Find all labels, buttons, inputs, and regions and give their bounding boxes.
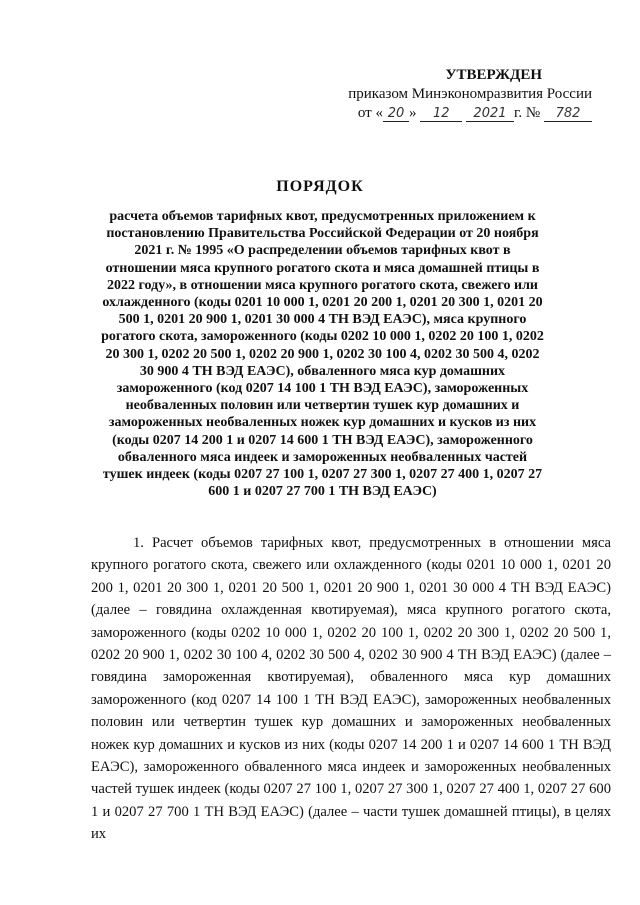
handwritten-month: 12 bbox=[420, 106, 462, 122]
handwritten-day: 20 bbox=[383, 106, 409, 122]
approval-date-line bbox=[332, 104, 592, 123]
body-paragraph: 1. Расчет объемов тарифных квот, предусмотренных в отношении мяса крупного рогатого скота, свежего или охлажденного (коды 0201 10 000 1, 0201 20 200 1, 0201 20 300 1, 0201 20 500 1, 0201 20 900 1, 0201 30 000 4 ТН ВЭД ЕАЭС) (далее – говядина охлажденная квотируемая), мяса крупного рогатого скота, замороженного (коды 0202 10 000 1, 0202 20 100 1, 0202 20 300 1, 0202 20 500 1, 0202 20 900 1, 0202 30 100 4, 0202 30 500 4, 0202 30 900 4 ТН ВЭД ЕАЭС) (далее – говядина замороженная квотируемая), обваленного мяса кур домашних замороженного (код 0207 14 100 1 ТН ВЭД ЕАЭС), замороженных необваленных половин или четвертин тушек кур домашних и замороженных необваленных ножек кур домашних и кусков из них (коды 0207 14 200 1 и 0207 14 600 1 ТН ВЭД ЕАЭС), замороженного обваленного мяса индеек и замороженных необваленных частей тушек индеек (коды 0207 27 100 1, 0207 27 300 1, 0207 27 400 1, 0207 27 600 1 и 0207 27 700 1 ТН ВЭД ЕАЭС) (далее – части тушек домашней птицы), в целях их bbox=[91, 535, 611, 843]
date-prefix: от « bbox=[357, 105, 383, 121]
handwritten-order-number: 782 bbox=[544, 106, 592, 122]
approval-block bbox=[332, 66, 592, 123]
handwritten-year: 2021 bbox=[466, 106, 514, 122]
date-close-quote: » bbox=[408, 105, 417, 121]
year-suffix: г. № bbox=[513, 105, 541, 121]
document-heading: ПОРЯДОК bbox=[276, 178, 364, 195]
approval-order-line: приказом Минэкономразвития России bbox=[348, 86, 592, 102]
document-subtitle: расчета объемов тарифных квот, предусмотренных приложением к постановлению Правительства Российской Федерации от 20 ноября 2021 г. № 1995 «О распределении объемов тарифных квот в отношении мяса крупного рогатого скота и мяса домашней птицы в 2022 году», в отношении мяса крупного рогатого скота, свежего или охлажденного (коды 0201 10 000 1, 0201 20 200 1, 0201 20 300 1, 0201 20 500 1, 0201 20 900 1, 0201 30 000 4 ТН ВЭД ЕАЭС), мяса крупного рогатого скота, замороженного (коды 0202 10 000 1, 0202 20 100 1, 0202 20 300 1, 0202 20 500 1, 0202 20 900 1, 0202 30 100 4, 0202 30 500 4, 0202 30 900 4 ТН ВЭД ЕАЭС), обваленного мяса кур домашних замороженного (код 0207 14 100 1 ТН ВЭД ЕАЭС), замороженных необваленных половин или четвертин тушек кур домашних и замороженных необваленных ножек кур домашних и кусков из них (коды 0207 14 200 1 и 0207 14 600 1 ТН ВЭД ЕАЭС), замороженного обваленного мяса индеек и замороженных необваленных частей тушек индеек (коды 0207 27 100 1, 0207 27 300 1, 0207 27 400 1, 0207 27 600 1 и 0207 27 700 1 ТН ВЭД ЕАЭС) bbox=[101, 209, 544, 500]
approval-title: УТВЕРЖДЕН bbox=[445, 67, 542, 83]
